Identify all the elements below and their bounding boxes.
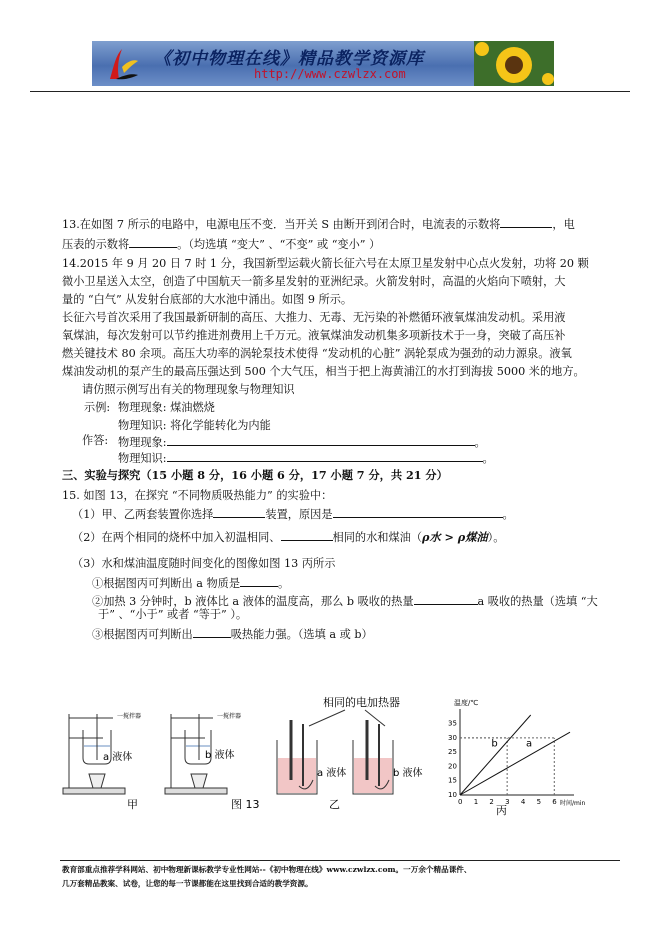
section3-title: 三、实验与探究（15 小题 8 分，16 小题 6 分，17 小题 7 分，共 21 分） <box>62 468 448 482</box>
y-tick-label: 15 <box>448 776 457 785</box>
y-axis-label: 温度/℃ <box>454 699 479 707</box>
q13-line2: 压表的示数将 。（均选填 “变大” 、“不变” 或 “变小” ） <box>62 238 381 251</box>
beaker-a <box>277 720 317 794</box>
q14-line: 量的 “白气” 从发射台底部的大水池中涌出。如图 9 所示。 <box>62 293 353 306</box>
q14-example-knowledge: 物理知识: 将化学能转化为内能 <box>118 419 271 432</box>
q14-line: 14.2015 年 9 月 20 日 7 时 1 分，我国新型运载火箭长征六号在太原卫星发射中心点火发射，功将 20 颗 <box>62 257 589 270</box>
figure-liquid-a-jia: a 液体 <box>103 752 133 763</box>
x-tick-label: 2 <box>489 798 494 806</box>
beaker-b <box>353 720 393 794</box>
caption-fig13: 图 13 <box>231 798 260 811</box>
q15-blank-stronger[interactable] <box>193 626 231 638</box>
caption-bing: 丙 <box>496 804 507 817</box>
beaker-liquid-b: b 液体 <box>393 768 423 779</box>
series-label-b: b <box>491 738 498 750</box>
y-tick-label: 35 <box>448 719 457 728</box>
q15-stem: 15. 如图 13，在探究 “不同物质吸热能力” 的实验中： <box>62 489 333 502</box>
heater-label: 相同的电加热器 <box>323 696 400 709</box>
q14-instruction: 请仿照示例写出有关的物理现象与物理知识 <box>82 383 295 396</box>
q15-blank-reason[interactable] <box>333 506 503 518</box>
y-tick-label: 25 <box>448 748 457 757</box>
banner-title: 《初中物理在线》精品教学资源库 <box>154 49 424 69</box>
x-tick-label: 4 <box>520 798 526 806</box>
caption-jia: 甲 <box>127 798 138 811</box>
stirrer-label: 一搅拌器 <box>117 713 142 720</box>
q14-answer-knowledge: 物理知识: 。 <box>118 452 494 465</box>
y-tick-label: 10 <box>448 791 457 799</box>
sunflower-icon <box>474 41 554 86</box>
q15-part3-3: ③根据图丙可判断出 吸热能力强。（选填 a 或 b） <box>92 628 373 641</box>
series-line-a <box>460 732 570 795</box>
q13-blank-voltage[interactable] <box>129 236 177 248</box>
q15-part1: （1）甲、乙两套装置你选择 装置，原因是 。 <box>72 508 514 521</box>
q14-blank-phenomenon[interactable] <box>167 434 475 446</box>
series-label-a: a <box>526 738 533 750</box>
q15-part2: （2）在两个相同的烧杯中加入初温相同、 相同的水和煤油（ρ水 > ρ煤油）。 <box>72 530 505 544</box>
header-banner <box>92 41 554 86</box>
density-formula: ρ水 > ρ煤油 <box>422 530 488 544</box>
q14-example-phenomenon: 物理现象: 煤油燃烧 <box>118 401 215 414</box>
q15-part3: （3）水和煤油温度随时间变化的图像如图 13 丙所示 <box>72 557 336 570</box>
q14-line: 微小卫星送入太空，创造了中国航天一箭多星发射的亚洲纪录。火箭发射时，高温的火焰向下喷射，大 <box>62 275 566 288</box>
q13-blank-current[interactable] <box>500 216 552 228</box>
q13-line1: 13.在如图 7 所示的电路中，电源电压不变．当开关 S 由断开到闭合时，电流表的示数将 ，电 <box>62 218 575 231</box>
y-tick-label: 20 <box>448 762 457 771</box>
footer-line1: 教育部重点推荐学科网站、初中物理新课标教学专业性网站--《初中物理在线》www.czwlzx.com。一万余个精品课件、 <box>62 865 472 874</box>
stirrer-label: 一搅拌器 <box>217 713 242 720</box>
series-line-b <box>460 715 531 795</box>
site-logo-icon <box>102 45 142 83</box>
q14-line: 长征六号首次采用了我国最新研制的高压、大推力、无毒、无污染的补燃循环液氧煤油发动机。采用液 <box>62 311 566 324</box>
figure-liquid-b: b 液体 <box>205 750 235 761</box>
q14-answer-label: 作答: <box>82 434 109 447</box>
y-tick-label: 30 <box>448 733 457 742</box>
q14-example-label: 示例: <box>84 401 111 414</box>
footer-divider <box>60 860 620 861</box>
x-tick-label: 6 <box>552 798 557 806</box>
q15-part3-2b: 于” 、“小于” 或者 “等于” ）。 <box>98 608 248 621</box>
q15-blank-quantity[interactable] <box>281 529 333 541</box>
x-tick-label: 1 <box>473 798 479 806</box>
q14-line: 燃关键技术 80 余项。高压大功率的涡轮泵技术使得 “发动机的心脏” 涡轮泵成为强劲的动力源泉。液氧 <box>62 347 572 360</box>
banner-url[interactable]: http://www.czwlzx.com <box>254 67 406 81</box>
q15-part3-1: ①根据图丙可判断出 a 物质是 。 <box>92 577 290 590</box>
header-divider <box>30 91 630 92</box>
x-tick-label: 0 <box>458 798 463 806</box>
figure-13 <box>55 690 605 820</box>
footer-line2: 几万套精品教案、试卷，让您的每一节课都能在这里找到合适的教学资源。 <box>62 879 313 888</box>
q14-blank-knowledge[interactable] <box>167 450 483 462</box>
x-tick-label: 5 <box>536 798 542 806</box>
q14-line: 煤油发动机的泵产生的最高压强达到 500 个大气压，相当于把上海黄浦江的水打到海拔 5000 米的地方。 <box>62 365 585 378</box>
q14-line: 氧煤油，每次发射可以节约推进剂费用上千万元。液氧煤油发动机集多项新技术于一身，突破了高压补 <box>62 329 566 342</box>
q14-answer-phenomenon: 物理现象: 。 <box>118 436 486 449</box>
temperature-graph <box>448 698 586 807</box>
beaker-liquid-a: a 液体 <box>317 768 347 779</box>
q15-blank-apparatus[interactable] <box>213 506 265 518</box>
caption-yi: 乙 <box>329 798 340 811</box>
q15-blank-heat[interactable] <box>414 593 478 605</box>
x-tick-label: 3 <box>505 798 510 806</box>
q15-blank-substance[interactable] <box>240 575 278 587</box>
q15-part3-2: ②加热 3 分钟时，b 液体比 a 液体的温度高，那么 b 吸收的热量 a 吸收的热量（选填 “大 <box>92 595 598 608</box>
x-axis-label: 时间/min <box>560 800 586 807</box>
